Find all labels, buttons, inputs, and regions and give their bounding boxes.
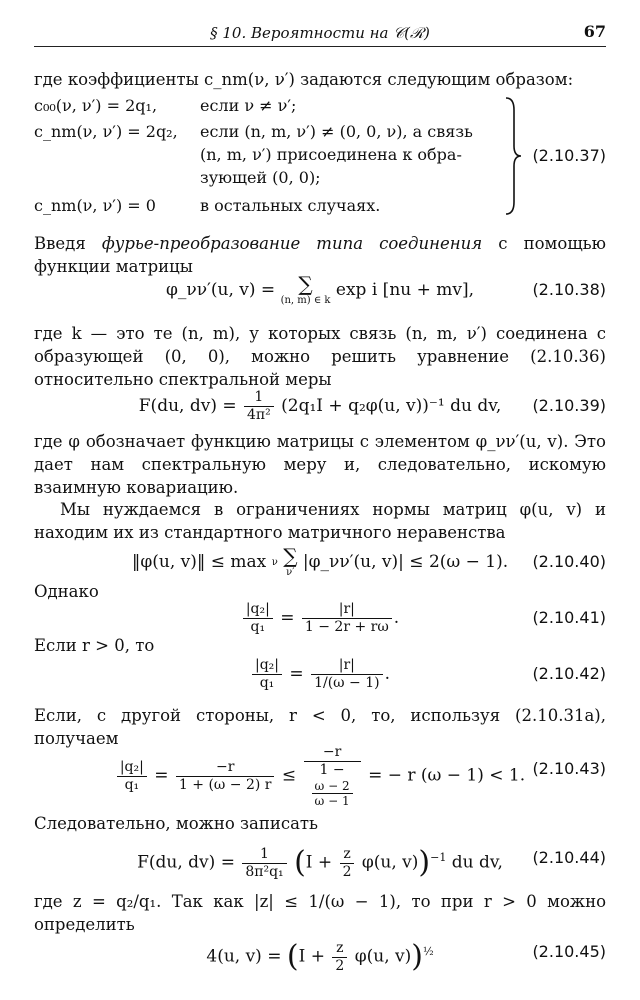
equation-number: (2.10.39): [532, 396, 606, 415]
max-subscript: ν: [271, 556, 278, 568]
paragraph-fourier: Введя фурье-преобразование типа соединения с помощью функции матрицы: [34, 234, 607, 276]
paragraph-norm: Мы нуждаемся в ограничениях нормы матриц φ(u, v) и находим их из стандартного матричного неравенства: [34, 500, 606, 542]
equation-number: (2.10.45): [532, 942, 606, 961]
equation-number: (2.10.43): [532, 759, 606, 778]
equation-2-10-38: φ_νν′(u, v) = ∑ (n, m) ∈ k exp i [nu + mv], (2.10.38): [34, 268, 606, 312]
sum-operator: ∑ ν′: [283, 543, 298, 578]
equation-2-10-42: $\frac{\text{|q₂|}}{\text{q₁}}$ = $\frac{|r|}{1/(\omega - 1)}$ . (2.10.42): [34, 652, 606, 696]
case2-rhs-line1: если (n, m, ν′) ≠ (0, 0, ν), а связь: [200, 122, 473, 141]
paragraph-coefficients: где коэффициенты c_nm(ν, ν′) задаются следующим образом:: [34, 70, 574, 89]
paragraph-however: Однако: [34, 582, 99, 601]
equation-2-10-43: $\frac{\text{|q₂|}}{\text{q₁}}$ = $\frac{-r}{1 + (\omega - 2) r}$ ≤ −r 1 − ω − 2 ω − 1 = − r (ω − 1) < 1. (2.10.43): [34, 744, 606, 794]
case2-rhs-line2: (n, m, ν′) присоединена к обра-: [200, 145, 462, 164]
running-header: [34, 22, 606, 47]
sum-operator: ∑ (n, m) ∈ k: [280, 271, 331, 306]
case1-lhs: c₀₀(ν, ν′) = 2q₁,: [34, 96, 158, 115]
fourier-term: фурье-преобразование типа соединения: [101, 234, 483, 253]
case2-rhs-line3: зующей (0, 0);: [200, 168, 321, 187]
equation-number: (2.10.37): [532, 146, 606, 165]
equation-2-10-40: ‖φ(u, v)‖ ≤ max ν ∑ ν′ |φ_νν′(u, v)| ≤ 2(ω − 1). (2.10.40): [34, 540, 606, 584]
case1-rhs: если ν ≠ ν′;: [200, 96, 297, 115]
equation-number: (2.10.41): [532, 608, 606, 627]
right-brace: [504, 96, 522, 216]
equation-2-10-37: [34, 94, 606, 222]
paragraph-z-definition: где z = q₂/q₁. Так как |z| ≤ 1/(ω − 1), то при r > 0 можно определить: [34, 892, 606, 934]
equation-2-10-41: $\frac{\text{|q₂|}}{\text{q₁}}$ = $\frac{|r|}{1 - 2r + r\omega}$ . (2.10.41): [34, 596, 606, 640]
paragraph-if-r-positive: Если r > 0, то: [34, 636, 155, 655]
paragraph-therefore: Следовательно, можно записать: [34, 814, 319, 833]
equation-number: (2.10.44): [532, 848, 606, 867]
equation-number: (2.10.40): [532, 552, 606, 571]
equation-number: (2.10.42): [532, 664, 606, 683]
case3-lhs: c_nm(ν, ν′) = 0: [34, 196, 156, 215]
equation-2-10-44: F(du, dv) = $\frac{1}{\text{8π²q₁}}$ (I + $\frac{z}{2}$ φ(u, v))$^{-1}$ du dv, (2.10.44): [34, 836, 606, 880]
paragraph-spectral: где k — это те (n, m), у которых связь (n, m, ν′) соединена с образующей (0, 0), можно решить уравнение (2.10.36) относительно спектральной меры: [34, 324, 606, 389]
fraction: $\frac{1}{\text{4π²}}$: [244, 389, 274, 424]
page-number: 67: [583, 22, 606, 41]
equation-number: (2.10.38): [532, 280, 606, 299]
equation-2-10-39: F(du, dv) = $\frac{1}{\text{4π²}}$ (2q₁I + q₂φ(u, v))⁻¹ du dv, (2.10.39): [34, 384, 606, 428]
case2-lhs: c_nm(ν, ν′) = 2q₂,: [34, 122, 178, 141]
case3-rhs: в остальных случаях.: [200, 196, 381, 215]
paragraph-phi: где φ обозначает функцию матрицы с элементом φ_νν′(u, v). Это дает нам спектральную меру и, следовательно, искомую взаимную ковариацию.: [34, 432, 606, 497]
header-title: § 10. Вероятности на 𝒞(ℛ): [210, 24, 430, 42]
equation-2-10-45: 4(u, v) = (I + $\frac{z}{2}$ φ(u, v))$^{\frac{1}{2}}$ (2.10.45): [34, 930, 606, 974]
paragraph-if-r-negative: Если, с другой стороны, r < 0, то, используя (2.10.31a), получаем: [34, 706, 606, 748]
